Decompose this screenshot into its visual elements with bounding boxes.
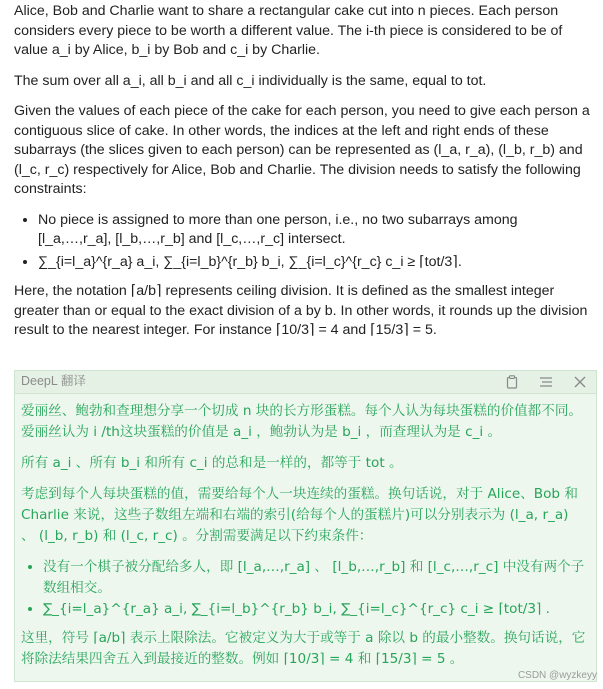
watermark: CSDN @wyzkeyy bbox=[517, 669, 597, 681]
deepl-header bbox=[15, 371, 596, 394]
menu-icon[interactable] bbox=[538, 376, 554, 388]
deepl-translation-panel bbox=[14, 370, 597, 682]
problem-statement bbox=[0, 0, 603, 341]
ceiling-paragraph: Here, the notation ⌈a/b⌉ represents ceiling division. It is defined as the smallest integer greater than or equal to the exact division of a by b. In other words, it rounds up the division result to the nearest integer. For instance ⌈10/3⌉ = 4 and ⌈15/3⌉ = 5. bbox=[14, 283, 588, 338]
deepl-sum-paragraph: 所有 a_i 、所有 b_i 和所有 c_i 的总和是一样的，都等于 tot 。 bbox=[21, 455, 403, 471]
constraint-no-overlap: • No piece is assigned to more than one person, i.e., no two subarrays among [l_a,…,r_a], [l_b,…,r_b] and [l_c,…,r_c] intersect. bbox=[38, 211, 593, 250]
deepl-body bbox=[15, 394, 596, 670]
sum-paragraph: The sum over all a_i, all b_i and all c_i individually is the same, equal to tot. bbox=[14, 72, 487, 89]
copy-icon[interactable] bbox=[504, 375, 520, 389]
deepl-constraint-sum: • ∑_{i=l_a}^{r_a} a_i, ∑_{i=l_b}^{r_b} b_i, ∑_{i=l_c}^{r_c} c_i ≥ ⌈tot/3⌉ . bbox=[43, 599, 586, 620]
constraint-list bbox=[14, 211, 593, 273]
deepl-toolbar bbox=[504, 375, 588, 389]
deepl-task-paragraph: 考虑到每个人每块蛋糕的值，需要给每个人一块连续的蛋糕。换句话说，对于 Alice、Bob 和 Charlie 来说，这些子数组左端和右端的索引(给每个人的蛋糕片)可以分别表示为 (l_a, r_a) 、 (l_b, r_b) 和 (l_c, r_c) 。分割需要满足以下约束条件： bbox=[21, 486, 578, 544]
close-icon[interactable] bbox=[572, 376, 588, 388]
deepl-ceiling-paragraph: 这里，符号 ⌈a/b⌉ 表示上限除法。它被定义为大于或等于 a 除以 b 的最小整数。换句话说，它将除法结果四舍五入到最接近的整数。例如 ⌈10/3⌉ = 4 和 ⌈15/3⌉ = 5 。 bbox=[21, 630, 586, 667]
constraint-sum: • ∑_{i=l_a}^{r_a} a_i, ∑_{i=l_b}^{r_b} b_i, ∑_{i=l_c}^{r_c} c_i ≥ ⌈tot/3⌉. bbox=[38, 253, 593, 273]
task-paragraph: Given the values of each piece of the cake for each person, you need to give each person a contiguous slice of cake. In other words, the indices at the left and right ends of these subarrays (the slices given to each person) can be represented as (l_a, r_a), (l_b, r_b) and (l_c, r_c) respectively for Alice, Bob and Charlie. The division needs to satisfy the following constraints: bbox=[14, 103, 590, 197]
intro-paragraph: Alice, Bob and Charlie want to share a rectangular cake cut into n pieces. Each person considers every piece to be worth a different value. The i-th piece is considered to be of value a_i by Alice, b_i by Bob and c_i by Charlie. bbox=[14, 3, 563, 58]
deepl-intro-paragraph: 爱丽丝、鲍勃和查理想分享一个切成 n 块的长方形蛋糕。每个人认为每块蛋糕的价值都不同。爱丽丝认为 i /th这块蛋糕的价值是 a_i ，鲍勃认为是 b_i ，而查理认为是 c_i 。 bbox=[21, 403, 583, 440]
deepl-title: DeepL 翻译 bbox=[21, 374, 86, 389]
deepl-constraint-no-overlap: • 没有一个棋子被分配给多人，即 [l_a,…,r_a] 、 [l_b,…,r_b] 和 [l_c,…,r_c] 中没有两个子数组相交。 bbox=[43, 557, 586, 599]
deepl-constraint-list bbox=[21, 557, 586, 620]
